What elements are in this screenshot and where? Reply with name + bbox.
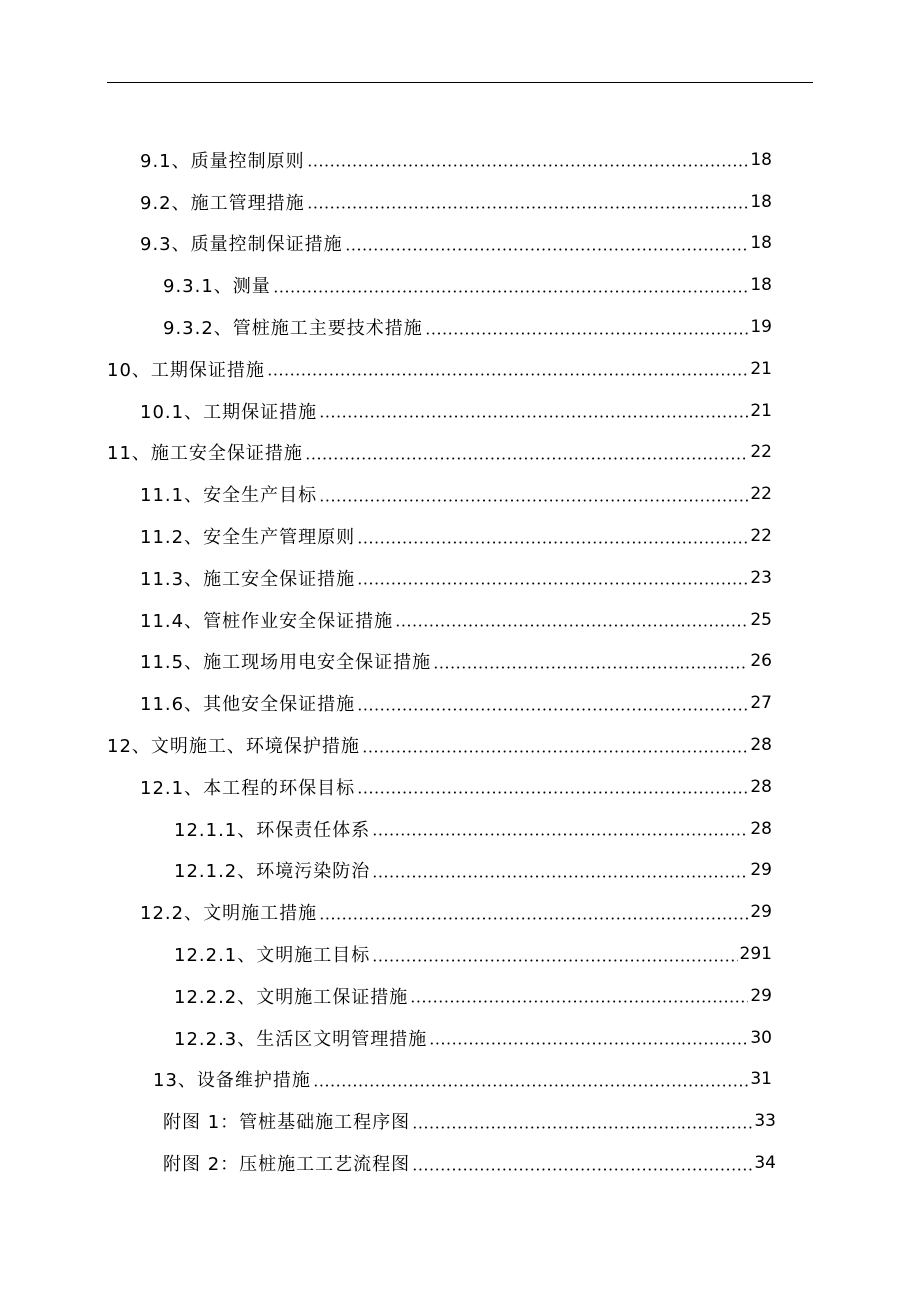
dot-leader — [410, 1000, 748, 1003]
toc-entry-title: 附图 2：压桩施工工艺流程图 — [163, 1154, 411, 1176]
toc-entry-page: 18 — [750, 275, 772, 296]
dot-leader — [433, 666, 748, 669]
toc-entry[interactable] — [0, 139, 920, 181]
toc-entry[interactable] — [0, 223, 920, 265]
dot-leader — [425, 332, 749, 335]
dot-leader — [307, 164, 749, 167]
dot-leader — [412, 1168, 752, 1171]
toc-entry[interactable] — [0, 933, 920, 975]
dot-leader — [319, 415, 748, 418]
toc-entry-page: 18 — [750, 233, 772, 254]
toc-entry[interactable] — [0, 599, 920, 641]
toc-entry[interactable] — [0, 724, 920, 766]
toc-entry[interactable] — [0, 891, 920, 933]
dot-leader — [357, 791, 748, 794]
dot-leader — [345, 248, 749, 251]
toc-entry-page: 29 — [750, 860, 772, 881]
toc-entry-page: 29 — [750, 985, 772, 1006]
toc-entry-title: 9.2、施工管理措施 — [140, 192, 305, 214]
toc-entry-title: 12.2.2、文明施工保证措施 — [174, 986, 409, 1008]
toc-entry-page: 28 — [750, 735, 772, 756]
dot-leader — [313, 1084, 748, 1087]
dot-leader — [372, 875, 748, 878]
toc-entry-title: 12.2、文明施工措施 — [140, 903, 318, 925]
toc-entry[interactable] — [0, 348, 920, 390]
toc-entry-title: 11.3、施工安全保证措施 — [140, 568, 356, 590]
toc-entry-title: 附图 1：管桩基础施工程序图 — [163, 1112, 411, 1134]
toc-entry-page: 23 — [750, 567, 772, 588]
toc-entry-page: 291 — [739, 944, 772, 965]
dot-leader — [357, 541, 748, 544]
toc-entry[interactable] — [0, 515, 920, 557]
toc-entry-title: 10.1、工期保证措施 — [140, 401, 318, 423]
dot-leader — [372, 833, 748, 836]
toc-entry[interactable] — [0, 390, 920, 432]
toc-entry[interactable] — [0, 557, 920, 599]
dot-leader — [267, 373, 748, 376]
toc-entry-page: 21 — [750, 358, 772, 379]
toc-entry[interactable] — [0, 473, 920, 515]
toc-entry-title: 9.1、质量控制原则 — [140, 150, 305, 172]
toc-entry-title: 11.6、其他安全保证措施 — [140, 694, 356, 716]
toc-entry-page: 22 — [750, 526, 772, 547]
dot-leader — [412, 1126, 752, 1129]
toc-entry-page: 19 — [750, 317, 772, 338]
toc-entry[interactable] — [0, 1059, 920, 1101]
toc-entry[interactable] — [0, 682, 920, 724]
toc-entry-title: 12.1、本工程的环保目标 — [140, 777, 356, 799]
toc-entry-title: 13、设备维护措施 — [153, 1070, 311, 1092]
toc-entry-title: 10、工期保证措施 — [107, 359, 265, 381]
toc-entry[interactable] — [0, 975, 920, 1017]
toc-entry-title: 12.1.2、环境污染防治 — [174, 861, 371, 883]
toc-entry-page: 21 — [750, 400, 772, 421]
dot-leader — [429, 1042, 748, 1045]
toc-entry-page: 25 — [750, 609, 772, 630]
toc-entry[interactable] — [0, 264, 920, 306]
toc-entry[interactable] — [0, 766, 920, 808]
toc-entry[interactable] — [0, 1100, 920, 1142]
dot-leader — [357, 708, 748, 711]
toc-entry-title: 11.1、安全生产目标 — [140, 485, 318, 507]
toc-entry-page: 27 — [750, 693, 772, 714]
toc-entry[interactable] — [0, 641, 920, 683]
dot-leader — [395, 624, 748, 627]
toc-entry-page: 28 — [750, 818, 772, 839]
header-rule — [107, 82, 813, 83]
toc-entry-page: 28 — [750, 776, 772, 797]
dot-leader — [305, 457, 748, 460]
dot-leader — [319, 917, 748, 920]
toc-entry-title: 11、施工安全保证措施 — [107, 443, 303, 465]
table-of-contents — [0, 139, 920, 1184]
toc-entry-page: 33 — [754, 1111, 776, 1132]
toc-entry-title: 12.2.1、文明施工目标 — [174, 945, 371, 967]
toc-entry[interactable] — [0, 808, 920, 850]
toc-entry-page: 18 — [750, 191, 772, 212]
toc-entry[interactable] — [0, 1017, 920, 1059]
toc-entry-title: 9.3.2、管桩施工主要技术措施 — [163, 318, 423, 340]
toc-entry-title: 12、文明施工、环境保护措施 — [107, 736, 360, 758]
toc-entry-page: 22 — [750, 484, 772, 505]
toc-entry[interactable] — [0, 1142, 920, 1184]
toc-entry-page: 22 — [750, 442, 772, 463]
dot-leader — [372, 959, 737, 962]
toc-entry-title: 11.2、安全生产管理原则 — [140, 527, 356, 549]
toc-entry-page: 34 — [754, 1153, 776, 1174]
toc-entry[interactable] — [0, 306, 920, 348]
toc-entry-title: 12.1.1、环保责任体系 — [174, 819, 371, 841]
toc-entry-page: 26 — [750, 651, 772, 672]
toc-entry-page: 31 — [750, 1069, 772, 1090]
dot-leader — [307, 206, 749, 209]
dot-leader — [357, 582, 748, 585]
toc-entry-title: 9.3、质量控制保证措施 — [140, 234, 343, 256]
toc-entry[interactable] — [0, 432, 920, 474]
toc-entry[interactable] — [0, 181, 920, 223]
toc-entry-page: 29 — [750, 902, 772, 923]
dot-leader — [362, 750, 748, 753]
toc-entry-title: 11.5、施工现场用电安全保证措施 — [140, 652, 432, 674]
toc-entry-title: 11.4、管桩作业安全保证措施 — [140, 610, 394, 632]
toc-entry-title: 9.3.1、测量 — [163, 276, 271, 298]
toc-entry-page: 30 — [750, 1027, 772, 1048]
toc-entry-title: 12.2.3、生活区文明管理措施 — [174, 1028, 428, 1050]
dot-leader — [273, 290, 749, 293]
toc-entry[interactable] — [0, 850, 920, 892]
dot-leader — [319, 499, 748, 502]
toc-entry-page: 18 — [750, 149, 772, 170]
